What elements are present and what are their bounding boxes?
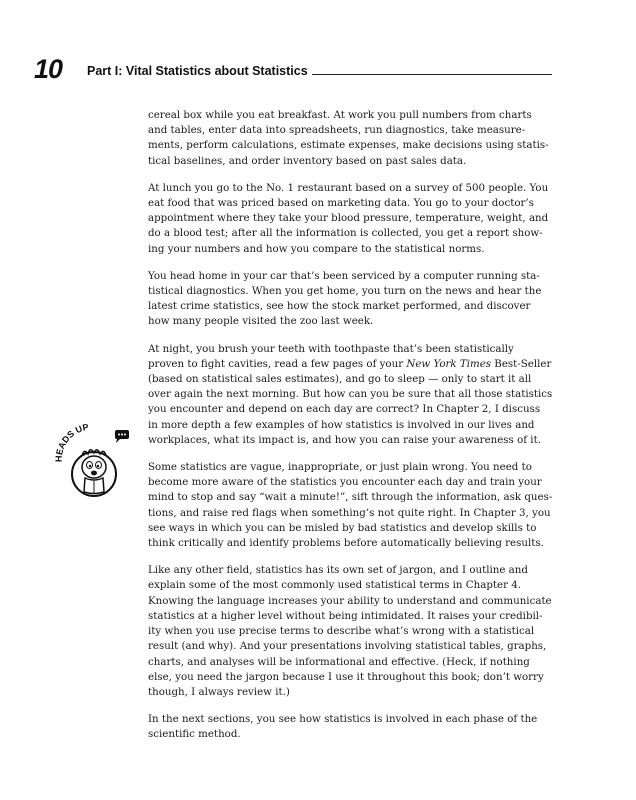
- text-line: At night, you brush your teeth with toothpaste that’s been statistically: [148, 342, 514, 355]
- header-rule: [312, 74, 552, 75]
- text-line: appointment where they take your blood pressure, temperature, weight, and: [148, 212, 549, 225]
- text-line: charts, and analyses will be informational and effective. (Heck, if nothing: [148, 655, 530, 668]
- text-line: how many people visited the zoo last week.: [148, 315, 374, 328]
- page-header: [34, 56, 552, 82]
- body-text: [148, 108, 554, 755]
- text-line: You head home in your car that’s been serviced by a computer running sta-: [148, 269, 540, 282]
- text-line: eat food that was priced based on marketing data. You go to your doctor’s: [148, 197, 534, 210]
- text-line: latest crime statistics, see how the stock market performed, and discover: [148, 300, 531, 313]
- text-segment: proven to fight cavities, read a few pages of your: [148, 357, 404, 370]
- text-line: statistics at a higher level without being intimidated. It raises your credibil-: [148, 609, 543, 622]
- text-line: become more aware of the statistics you encounter each day and train your: [148, 476, 542, 489]
- paragraph: [148, 342, 554, 448]
- text-line: ments, perform calculations, estimate expenses, make decisions using statis-: [148, 139, 549, 152]
- heads-up-label: HEADS UP: [53, 422, 90, 463]
- text-line: though, I always review it.): [148, 685, 290, 698]
- running-head: Part I: Vital Statistics about Statistics: [87, 64, 308, 78]
- text-line: In the next sections, you see how statistics is involved in each phase of the: [148, 713, 538, 726]
- text-line: cereal box while you eat breakfast. At work you pull numbers from charts: [148, 109, 532, 121]
- text-line: scientific method.: [148, 728, 241, 741]
- paragraph: [148, 181, 554, 257]
- text-line: and tables, enter data into spreadsheets, run diagnostics, take measure-: [148, 124, 526, 137]
- paragraph: [148, 269, 554, 330]
- text-line: explain some of the most commonly used statistical terms in Chapter 4.: [148, 579, 522, 592]
- paragraph: [148, 712, 554, 742]
- text-line: Some statistics are vague, inappropriate, or just plain wrong. You need to: [148, 461, 532, 474]
- heads-up-icon-graphic: [52, 422, 136, 506]
- text-line: do a blood test; after all the information is collected, you get a report show-: [148, 227, 543, 240]
- text-line: tical baselines, and order inventory based on past sales data.: [148, 154, 467, 167]
- text-line: workplaces, what its impact is, and how you can raise your awareness of it.: [148, 433, 541, 446]
- text-line: you encounter and depend on each day are correct? In Chapter 2, I discuss: [148, 403, 541, 416]
- paragraph: [148, 108, 554, 169]
- book-title: New York Times: [406, 357, 492, 370]
- text-segment: Best-Seller: [494, 357, 552, 370]
- text-line: over again the next morning. But how can you be sure that all those statistics: [148, 388, 553, 401]
- text-line: think critically and identify problems before automatically believing results.: [148, 537, 544, 550]
- paragraph-heads-up: [148, 460, 554, 551]
- text-line: in more depth a few examples of how statistics is involved in our lives and: [148, 418, 535, 431]
- page-number: 10: [34, 54, 63, 84]
- text-line: ing your numbers and how you compare to the statistical norms.: [148, 242, 485, 255]
- text-line: tions, and raise red flags when something’s not quite right. In Chapter 3, you: [148, 506, 551, 519]
- text-line: mind to stop and say “wait a minute!”, sift through the information, ask ques-: [148, 491, 553, 504]
- text-line: Like any other field, statistics has its own set of jargon, and I outline and: [148, 564, 528, 577]
- text-line: (based on statistical sales estimates), and go to sleep — only to start it all: [148, 373, 532, 386]
- text-line: result (and why). And your presentations involving statistical tables, graphs,: [148, 640, 547, 653]
- text-line: Knowing the language increases your ability to understand and communicate: [148, 594, 552, 607]
- paragraph: [148, 563, 554, 700]
- heads-up-icon: [52, 422, 136, 506]
- text-line: At lunch you go to the No. 1 restaurant based on a survey of 500 people. You: [148, 181, 549, 194]
- text-line: ity when you use precise terms to describe what’s wrong with a statistical: [148, 625, 535, 638]
- text-line: see ways in which you can be misled by bad statistics and develop skills to: [148, 521, 537, 534]
- text-line: tistical diagnostics. When you get home, you turn on the news and hear the: [148, 285, 542, 298]
- text-line-with-italic: [148, 357, 554, 372]
- text-line: else, you need the jargon because I use it throughout this book; don’t worry: [148, 670, 544, 683]
